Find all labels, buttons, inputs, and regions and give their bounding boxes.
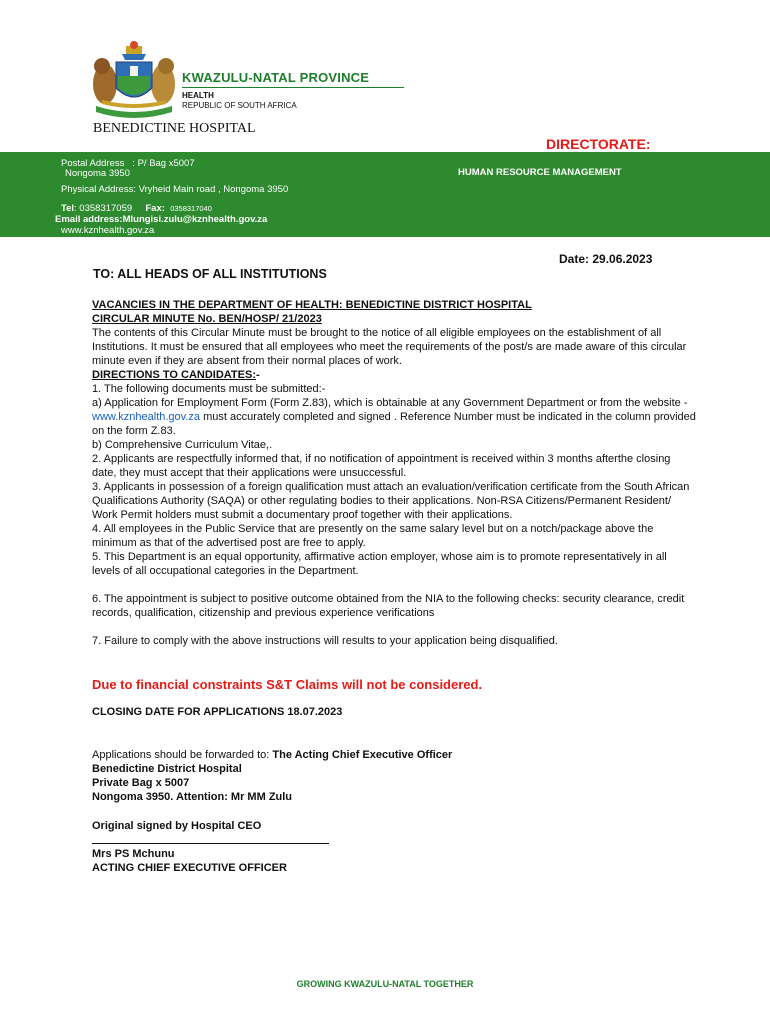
item-4: 4. All employees in the Public Service that are presently on the same salary level but on a notch/package above the minimum as that of the advertised post are free to apply. <box>92 523 654 549</box>
website-address: www.kznhealth.gov.za <box>61 225 155 236</box>
intro-paragraph: The contents of this Circular Minute must be brought to the notice of all eligible employees on the establishment of all Institutions. It must be ensured that all employees who meet the requirements of the post/s are made aware of this circular minute even if they are absent from their normal places of work. <box>92 327 687 367</box>
item-6: 6. The appointment is subject to positive outcome obtained from the NIA to the following checks: security clearance, credit records, qualification, citizenship and previous experience verifications <box>92 593 685 619</box>
signed-note: Original signed by Hospital CEO <box>92 820 262 832</box>
item-7: 7. Failure to comply with the above instructions will results to your application being disqualified. <box>92 635 558 647</box>
spacer <box>92 578 697 592</box>
circular-body <box>92 298 697 648</box>
fax-label: Fax: <box>145 203 165 214</box>
postal-address-value: : P/ Bag x5007 <box>132 158 195 169</box>
item-1a-pre: a) Application for Employment Form (Form Z.83), which is obtainable at any Government Department or from the website - <box>92 397 688 409</box>
item-5: 5. This Department is an equal opportunity, affirmative action employer, whose aim is to promote representatively in all levels of all occupational categories in the Department. <box>92 551 667 577</box>
physical-address: Physical Address: Vryheid Main road , Nongoma 3950 <box>61 184 289 195</box>
hospital-name: BENEDICTINE HOSPITAL <box>93 121 256 136</box>
item-1a-post: must accurately completed and signed . Reference Number must be indicated in the column provided on the form Z.83. <box>92 411 696 437</box>
postal-town: Nongoma 3950 <box>65 168 130 179</box>
closing-date: CLOSING DATE FOR APPLICATIONS 18.07.2023 <box>92 706 343 718</box>
department-name: HEALTH <box>182 91 214 100</box>
postal-address-label: Postal Address <box>61 158 125 169</box>
item-1: 1. The following documents must be submitted:- <box>92 383 326 395</box>
signatory-title: ACTING CHIEF EXECUTIVE OFFICER <box>92 862 287 874</box>
contact-band <box>0 152 770 237</box>
email-address: Email address:Mlungisi.zulu@kznhealth.gov.za <box>55 214 268 225</box>
applications-pre: Applications should be forwarded to: <box>92 749 273 761</box>
tel-label: Tel <box>61 203 75 214</box>
item-3: 3. Applicants in possession of a foreign qualification must attach an evaluation/verification certificate from the South African Qualifications Authority (SAQA) or other regulating bodies to their applications. Non-RSA Citizens/Permanent Resident/ Work Permit holders must submit a documentary proof together with their applications. <box>92 481 690 521</box>
address-line-2: Private Bag x 5007 <box>92 777 190 789</box>
signature-block <box>92 819 329 875</box>
fax-value: 0358317040 <box>170 204 212 213</box>
item-2: 2. Applicants are respectfully informed that, if no notification of appointment is received within 3 months afterthe closing date, they must accept that their applications were unsuccessful. <box>92 453 671 479</box>
footer-slogan: GROWING KWAZULU-NATAL TOGETHER <box>296 979 474 989</box>
directions-heading <box>92 368 697 382</box>
directions-heading-suffix: - <box>256 369 260 381</box>
item-1b: b) Comprehensive Curriculum Vitae,. <box>92 439 273 451</box>
applications-line <box>92 748 452 762</box>
letterhead-divider <box>182 87 404 88</box>
subject-line-2: CIRCULAR MINUTE No. BEN/HOSP/ 21/2023 <box>92 313 322 325</box>
forwarding-address <box>92 748 452 804</box>
province-title: KWAZULU-NATAL PROVINCE <box>182 70 370 85</box>
directions-heading-text: DIRECTIONS TO CANDIDATES: <box>92 369 256 381</box>
signature-line <box>92 843 329 844</box>
directorate-label: DIRECTORATE: <box>546 136 651 152</box>
coat-of-arms-logo <box>88 40 180 120</box>
address-line-1: Benedictine District Hospital <box>92 763 242 775</box>
tel-value: : 0358317059 <box>74 203 133 214</box>
recipient-heading: TO: ALL HEADS OF ALL INSTITUTIONS <box>93 267 327 281</box>
directorate-name: HUMAN RESOURCE MANAGEMENT <box>458 167 622 178</box>
item-1a <box>92 396 697 438</box>
applications-recipient: The Acting Chief Executive Officer <box>272 749 453 761</box>
phone-fax-row <box>61 203 212 214</box>
subject-line-1: VACANCIES IN THE DEPARTMENT OF HEALTH: BENEDICTINE DISTRICT HOSPITAL <box>92 299 532 311</box>
website-link[interactable]: www.kznhealth.gov.za <box>92 411 201 423</box>
financial-constraints-note: Due to financial constraints S&T Claims will not be considered. <box>92 677 483 692</box>
letter-date: Date: 29.06.2023 <box>559 252 653 266</box>
signatory-name: Mrs PS Mchunu <box>92 848 175 860</box>
country-name: REPUBLIC OF SOUTH AFRICA <box>182 101 297 110</box>
spacer <box>92 620 697 634</box>
address-line-3: Nongoma 3950. Attention: Mr MM Zulu <box>92 791 293 803</box>
